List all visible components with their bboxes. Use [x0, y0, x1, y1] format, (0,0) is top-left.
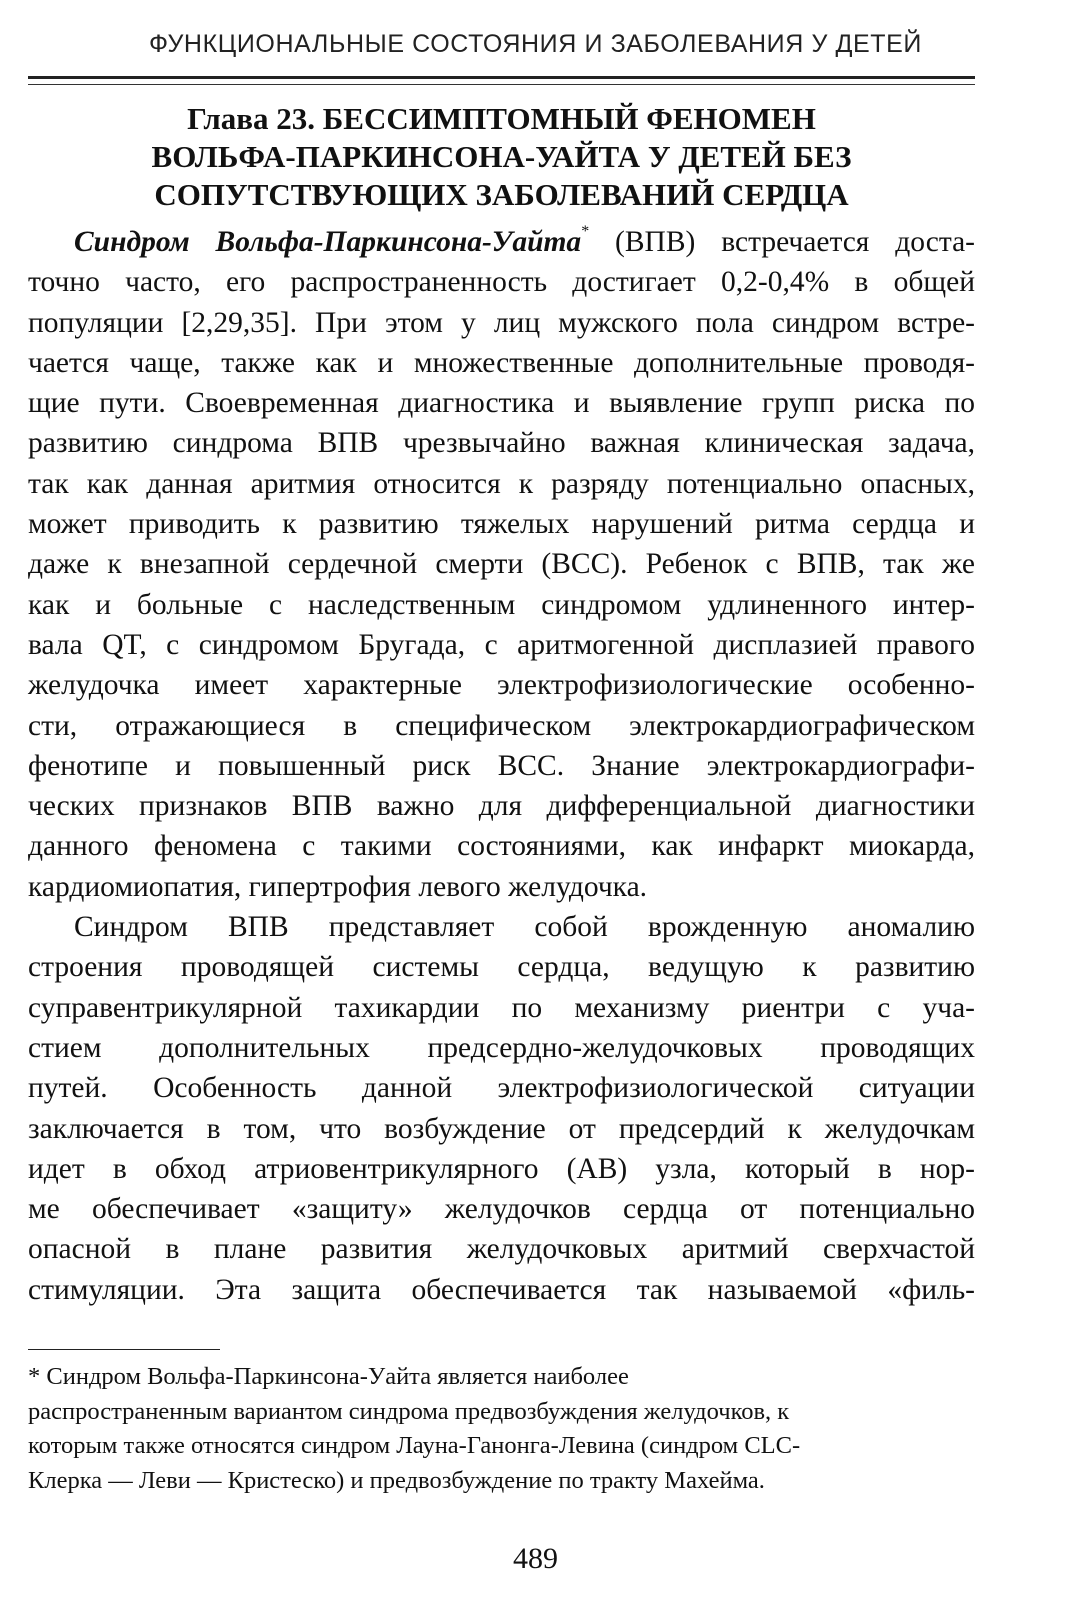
paragraph-line: чается чаще, также как и множественные дополнительные проводя- — [28, 346, 975, 379]
header-rule-thin — [28, 84, 975, 85]
paragraph-line: развитию синдрома ВПВ чрезвычайно важная клиническая задача, — [28, 427, 975, 460]
paragraph-line: суправентрикулярной тахикардии по механизму риентри с уча- — [28, 991, 975, 1024]
page-number: 489 — [513, 1542, 558, 1575]
paragraph-line: сти, отражающиеся в специфическом электрокардиографическом — [28, 709, 975, 742]
footnote-mark: * — [581, 223, 590, 241]
paragraph-line: строения проводящей системы сердца, ведущую к развитию — [28, 951, 975, 984]
paragraph-line: Синдром ВПВ представляет собой врожденную аномалию — [74, 911, 975, 944]
chapter-title — [28, 100, 975, 214]
syndrome-term: Синдром Вольфа-Паркинсона-Уайта — [74, 226, 582, 258]
header-rule-thick — [28, 76, 975, 79]
chapter-title-line: ВОЛЬФА-ПАРКИНСОНА-УАЙТА У ДЕТЕЙ БЕЗ — [151, 139, 852, 174]
paragraph-line: так как данная аритмия относится к разряду потенциально опасных, — [28, 467, 975, 500]
paragraph-line: даже к внезапной сердечной смерти (ВСС). Ребенок с ВПВ, так же — [28, 548, 975, 581]
paragraph-line: популяции [2,29,35]. При этом у лиц мужского пола синдром встре- — [28, 306, 975, 339]
footnote-line: * Синдром Вольфа-Паркинсона-Уайта является наиболее — [28, 1363, 629, 1390]
paragraph-line: идет в обход атриовентрикулярного (АВ) узла, который в нор- — [28, 1152, 975, 1185]
paragraph-line: желудочка имеет характерные электрофизиологические особенно- — [28, 669, 975, 702]
chapter-title-line: СОПУТСТВУЮЩИХ ЗАБОЛЕВАНИЙ СЕРДЦА — [154, 177, 849, 212]
footnote-line: которым также относятся синдром Лауна-Ганонга-Левина (синдром CLC- — [28, 1432, 801, 1459]
paragraph-line: ческих признаков ВПВ важно для дифференциальной диагностики — [28, 790, 975, 823]
paragraph-1 — [28, 222, 975, 907]
footnote — [28, 1360, 958, 1498]
paragraph-line: стимуляции. Эта защита обеспечивается так называемой «филь- — [28, 1273, 975, 1306]
body-text — [28, 222, 975, 1310]
running-head: ФУНКЦИОНАЛЬНЫЕ СОСТОЯНИЯ И ЗАБОЛЕВАНИЯ У ДЕТЕЙ — [148, 30, 923, 58]
paragraph-line: кардиомиопатия, гипертрофия левого желудочка. — [28, 870, 648, 903]
paragraph-line: заключается в том, что возбуждение от предсердий к желудочкам — [28, 1112, 975, 1145]
footnote-line: распространенным вариантом синдрома предвозбуждения желудочков, к — [28, 1397, 790, 1425]
paragraph-line: щие пути. Своевременная диагностика и выявление групп риска по — [28, 387, 975, 420]
paragraph-line: Синдром Вольфа-Паркинсона-Уайта* (ВПВ) встречается доста- — [74, 223, 975, 258]
paragraph-line: опасной в плане развития желудочковых аритмий сверхчастой — [28, 1233, 975, 1266]
footnote-line: Клерка — Леви — Кристеско) и предвозбуждение по тракту Махейма. — [28, 1466, 765, 1494]
paragraph-line: стием дополнительных предсердно-желудочковых проводящих — [28, 1031, 975, 1064]
paragraph-line: точно часто, его распространенность достигает 0,2-0,4% в общей — [28, 266, 975, 299]
paragraph-2 — [28, 907, 975, 1310]
paragraph-line: путей. Особенность данной электрофизиологической ситуации — [28, 1072, 975, 1105]
paragraph-line: ме обеспечивает «защиту» желудочков сердца от потенциально — [28, 1193, 975, 1226]
paragraph-line: фенотипе и повышенный риск ВСС. Знание электрокардиографи- — [28, 749, 975, 782]
paragraph-line: как и больные с наследственным синдромом удлиненного интер- — [28, 588, 975, 621]
paragraph-line: вала QT, с синдромом Бругада, с аритмогенной дисплазией правого — [28, 628, 975, 661]
chapter-title-line: Глава 23. БЕССИМПТОМНЫЙ ФЕНОМЕН — [187, 101, 816, 136]
paragraph-line: данного феномена с такими состояниями, как инфаркт миокарда, — [28, 830, 975, 863]
paragraph-line: может приводить к развитию тяжелых нарушений ритма сердца и — [28, 508, 975, 541]
footnote-rule — [28, 1349, 220, 1350]
